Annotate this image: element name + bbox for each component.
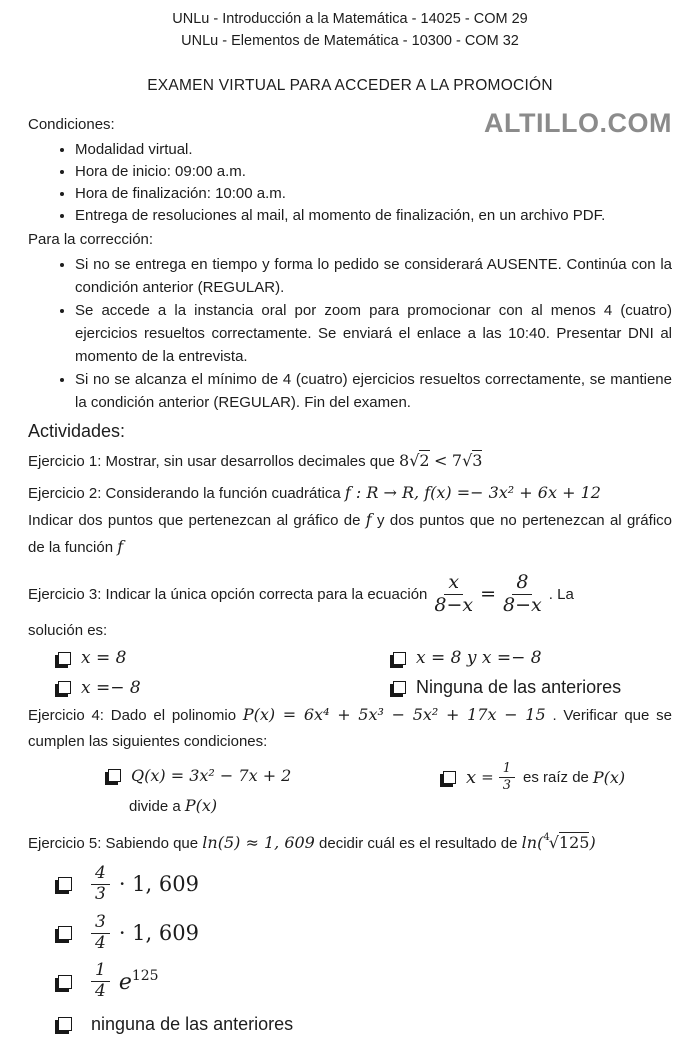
exercise-1-text: Ejercicio 1: Mostrar, sin usar desarrollos decimales que bbox=[28, 453, 395, 470]
watermark: ALTILLO.COM bbox=[484, 108, 672, 138]
activities-heading: Actividades: bbox=[28, 421, 126, 441]
checkbox-icon bbox=[58, 975, 72, 989]
conditions-label: Condiciones: bbox=[28, 116, 115, 133]
checkbox-icon bbox=[443, 771, 456, 784]
exercise-5-options bbox=[55, 865, 672, 1037]
exercise-3-options bbox=[55, 648, 672, 698]
e-base: $e^{125}$ bbox=[118, 968, 159, 996]
exercise-2-statement bbox=[28, 479, 672, 507]
checkbox-icon bbox=[108, 769, 121, 782]
exercise-2 bbox=[28, 479, 672, 561]
condition-item: • Hora de finalización: 10:00 a.m. bbox=[75, 183, 672, 205]
correction-item: • Se accede a la instancia oral por zoom para promocionar con al menos 4 (cuatro) ejercicios resueltos correctamente. Se enviará el enlace a las 10:40. Presentar DNI al momento de la entrevista. bbox=[75, 299, 672, 368]
option-three-quarters: $\frac{3}{4}$ · 1, 609 bbox=[55, 914, 672, 953]
fraction-right: $\frac{8}{8-x}$ bbox=[503, 570, 542, 616]
correction-item: • Si no se entrega en tiempo y forma lo pedido se considerará AUSENTE. Continúa con la condición anterior (REGULAR). bbox=[75, 253, 672, 299]
checkbox-icon bbox=[58, 1017, 72, 1031]
exercise-5-text2: decidir cuál es el resultado de bbox=[319, 835, 518, 852]
condition-item: • Modalidad virtual. bbox=[75, 139, 672, 161]
option-x-minus-8: x =− 8 bbox=[55, 678, 390, 698]
condition-item: • Hora de inicio: 09:00 a.m. bbox=[75, 161, 672, 183]
option-x-8-and-minus-8: x = 8 y x =− 8 bbox=[390, 648, 672, 668]
fraction-one-quarter: $\frac{1}{4}$ bbox=[91, 962, 110, 1001]
exercise-5-text1: Ejercicio 5: Sabiendo que bbox=[28, 835, 199, 852]
sqrt-icon: √ bbox=[548, 833, 559, 852]
exercise-5-ln-radical: ln($^4$√125) bbox=[521, 832, 596, 852]
header-line-2: UNLu - Elementos de Matemática - 10300 - COM 32 bbox=[181, 33, 519, 49]
sqrt-icon: √ bbox=[462, 451, 473, 470]
exercise-1 bbox=[28, 447, 672, 475]
correction-list bbox=[28, 253, 672, 414]
checkbox-icon bbox=[58, 681, 71, 694]
checkbox-icon bbox=[393, 681, 406, 694]
exercise-5-statement bbox=[28, 823, 672, 859]
option-x-equals-8: x = 8 bbox=[55, 648, 390, 668]
correction-label: Para la corrección: bbox=[28, 231, 154, 248]
exercise-3-statement: Ejercicio 3: Indicar la única opción correcta para la ecuación $\frac{x}{8-x}$ = $\frac{8}{8-x}$ . La bbox=[28, 570, 574, 616]
option-none-of-previous: Ninguna de las anteriores bbox=[390, 677, 672, 698]
exam-title: EXAMEN VIRTUAL PARA ACCEDER A LA PROMOCIÓN bbox=[147, 77, 553, 94]
exercise-2-continuation: Indicar dos puntos que pertenezcan al gráfico de f y dos puntos que no pertenezcan al gráfico de la función f bbox=[28, 510, 672, 556]
header-line-1: UNLu - Introducción a la Matemática - 14025 - COM 29 bbox=[172, 11, 528, 27]
conditions-list bbox=[28, 139, 672, 227]
correction-item: • Si no se alcanza el mínimo de 4 (cuatro) ejercicios resueltos correctamente, se mantiene la condición anterior (REGULAR). Fin del examen. bbox=[75, 368, 672, 414]
fraction-one-third: $\frac{1}{3}$ bbox=[499, 762, 515, 792]
exercise-3 bbox=[28, 568, 672, 698]
exercise-4-polynomial: P(x) = 6x⁴ + 5x³ − 5x² + 17x − 15 bbox=[242, 705, 546, 724]
exercise-3-text: Ejercicio 3: Indicar la única opción correcta para la ecuación bbox=[28, 585, 428, 603]
exercise-2-text: Ejercicio 2: Considerando la función cuadrática bbox=[28, 485, 341, 502]
exercise-3-solution-label: solución es: bbox=[28, 622, 108, 639]
checkbox-icon bbox=[393, 652, 406, 665]
option-four-thirds: $\frac{4}{3}$ · 1, 609 bbox=[55, 865, 672, 904]
fraction-three-quarters: $\frac{3}{4}$ bbox=[91, 914, 110, 953]
fraction-four-thirds: $\frac{4}{3}$ bbox=[91, 865, 110, 904]
exercise-4-statement: Ejercicio 4: Dado el polinomio P(x) = 6x⁴ + 5x³ − 5x² + 17x − 15 . Verificar que se cumplen las siguientes condiciones: bbox=[28, 705, 672, 750]
condition-item: • Entrega de resoluciones al mail, al momento de finalización, en un archivo PDF. bbox=[75, 205, 672, 227]
checkbox-icon bbox=[58, 877, 72, 891]
checkbox-icon bbox=[58, 926, 72, 940]
exercise-5 bbox=[28, 823, 672, 1037]
exercise-2-formula: f : R → R, f(x) =− 3x² + 6x + 12 bbox=[344, 483, 601, 502]
exercise-4 bbox=[28, 702, 672, 817]
option-quarter-e-125 bbox=[55, 962, 672, 1001]
option-q-divides-p: Q(x) = 3x² − 7x + 2 divide a P(x) bbox=[105, 762, 390, 817]
exercise-4-options bbox=[28, 762, 672, 817]
sqrt-icon: √ bbox=[409, 451, 420, 470]
exercise-4-text: Ejercicio 4: Dado el polinomio bbox=[28, 707, 237, 724]
option-none-lowercase: ninguna de las anteriores bbox=[55, 1011, 672, 1037]
exercise-1-formula: 8√2 < 7√3 bbox=[399, 451, 483, 470]
conditions-header-row bbox=[28, 108, 672, 138]
fraction-left: $\frac{x}{8-x}$ bbox=[434, 570, 474, 616]
checkbox-icon bbox=[58, 652, 71, 665]
option-one-third-root: x = $\frac{1}{3}$ es raíz de P(x) bbox=[440, 762, 625, 792]
exercise-5-ln-approx: ln(5) ≈ 1, 609 bbox=[202, 833, 315, 852]
